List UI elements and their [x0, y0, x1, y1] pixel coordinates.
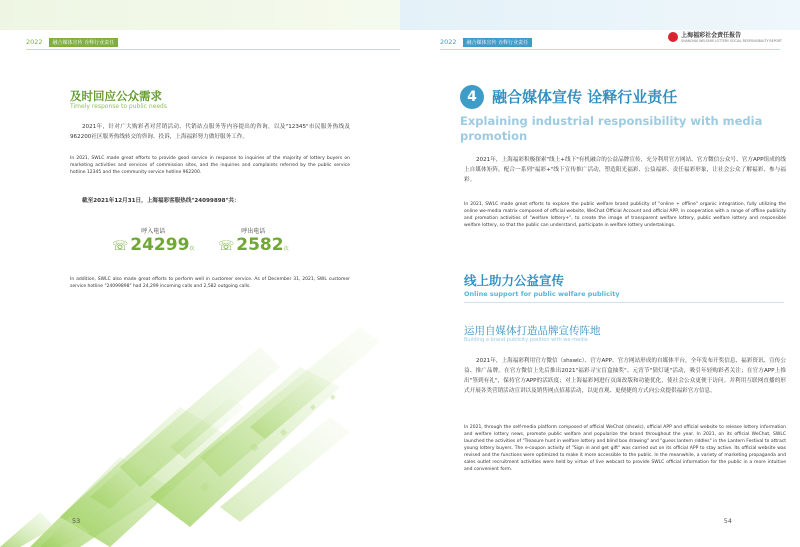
header-divider	[440, 49, 780, 50]
chapter-number-badge: 4	[460, 85, 484, 109]
stat-caption: 呼入电话	[141, 228, 166, 235]
paragraph-en-2: In addition, SWLC also made great efforts to perform well in customer service. As of December 31, 2021, SWL customer service hotline "24099898" had 24,299 incoming calls and 2,582 outgoing calls.	[70, 277, 350, 289]
top-band	[0, 0, 400, 30]
paragraph-cn-1: 2021年，上海福彩积极探索"线上+线下"有机融合的公益品牌宣传，充分利用官方网站、官方微信公众号、官方APP组成的线上自媒体矩阵，配合一系列"福彩+"线下宣传推广活动，塑造阳光福彩、公益福彩、责任福彩形象，让社会公众了解福彩、参与福彩。	[464, 157, 786, 183]
decorative-mosaic	[0, 247, 400, 547]
running-header	[440, 36, 532, 48]
section-divider	[464, 302, 784, 303]
paragraph-en-1: In 2021, SWLC made great efforts to explore the public welfare brand publicity of "online + offline" organic integration, fully utilizing the online we-media matrix composed of official website, WeChat Official Account and official APP, in cooperation with a range of offline publicity and promotion activities of "welfare lottery+", to create the image of transparent welfare lottery, public welfare lottery and responsible welfare lottery, so that the public can understand, participate in welfare lottery undertakings.	[464, 202, 786, 228]
chapter-title-cn: 融合媒体宣传 诠释行业责任	[492, 88, 678, 106]
phone-icon: ☏	[112, 239, 129, 254]
section-title-cn: 线上助力公益宣传	[464, 273, 565, 288]
paragraph-cn-2: 2021年，上海福彩利用官方微信（shswlc）、官方APP、官方网站形成的自媒体平台，全年发布开奖信息、福彩资讯、宣传公益、推广品牌。在官方微信上先后推出2021"福彩寻宝盲盒抽奖"、元宵节"猜灯谜"活动，吸引年轻购彩者关注；在官方APP上推出"签到有礼"，保持官方APP的活跃度；对上海福彩网进行页面改版和功能优化，使社会公众更便于访问。并利用互联网直播的形式开展各类营销活动宣讲以及销售网点招募活动，以更直观、更便捷的方式向公众提供福彩官方信息。	[464, 358, 786, 394]
stat-unit: 次	[283, 246, 289, 252]
header-year: 2022	[440, 38, 457, 46]
brand-lockup	[668, 30, 782, 43]
lottery-logo-icon	[668, 32, 678, 42]
stat-unit: 次	[189, 246, 195, 252]
paragraph-cn-1: 2021年，针对广大购彩者对营销活动、代销站点服务等内容提出的咨询，以及"12345"市民服务热线及962200社区服务热线转交的咨询、投诉，上海福彩努力做好服务工作。	[70, 124, 350, 140]
header-divider	[26, 49, 400, 50]
brand-name: 上海福彩社会责任报告 SHANGHAI WELFARE LOTTERY SOCIAL RESPONSIBILITY REPORT	[681, 32, 782, 43]
stat-value: 24299	[130, 235, 190, 255]
subsection-title-en: Building a brand publicity position with we-media	[464, 337, 588, 343]
stat-value: 2582	[236, 235, 284, 255]
page-number: 53	[72, 517, 81, 525]
stat-caption: 呼出电话	[241, 228, 266, 235]
paragraph-en-1: In 2021, SWLC made great efforts to provide good service in response to inquiries of the majority of lottery buyers on marketing activities and services of commission sites, and the inquiries and complaints referred by the public service hotline 12345 and the community service hotline 962200.	[70, 156, 350, 175]
header-year: 2022	[26, 38, 43, 46]
header-label: 融合媒体宣传 诠释行业责任	[49, 38, 119, 47]
phone-icon: ☏	[218, 239, 235, 254]
section-title-cn: 及时回应公众需求	[70, 89, 162, 103]
running-header	[26, 36, 118, 48]
brand-subtitle: SHANGHAI WELFARE LOTTERY SOCIAL RESPONSIBILITY REPORT	[681, 39, 782, 43]
as-of-statement: 截至2021年12月31日，上海福彩客服热线"24099898"共：	[82, 198, 240, 204]
chapter-title-en: Explaining industrial responsibility with media promotion	[460, 114, 763, 143]
section-title-en: Timely response to public needs	[70, 103, 167, 110]
section-title-en: Online support for public welfare publicity	[464, 290, 620, 298]
right-page	[400, 0, 800, 547]
paragraph-en-2: In 2021, through the self-media platform composed of official WeChat (shswlc), official APP and official website to release lottery information and welfare lottery news, promote public welfare and popularize the brand throughout the year. In 2021, on its official WeChat, SWLC launched the activities of "Treasure hunt in welfare lottery and blind box drawing" and "guess lantern riddles" in the Lantern Festival to attract young lottery buyers. The e-coupon activity of "Sign in and get gift" was carried out on its official APP to stay active. Its official website was revised and the functions were optimized to make it more accessible to the public. In the meanwhile, a variety of marketing propaganda and sales outlet recruitment activities were held by virtue of live webcast to provide SWLC official information for the public in a more intuitive and convenient form.	[464, 425, 786, 472]
top-band	[400, 0, 800, 30]
header-label: 融合媒体宣传 诠释行业责任	[463, 38, 533, 47]
page-number: 54	[723, 517, 732, 525]
subsection-title-cn: 运用自媒体打造品牌宣传阵地	[464, 325, 601, 337]
